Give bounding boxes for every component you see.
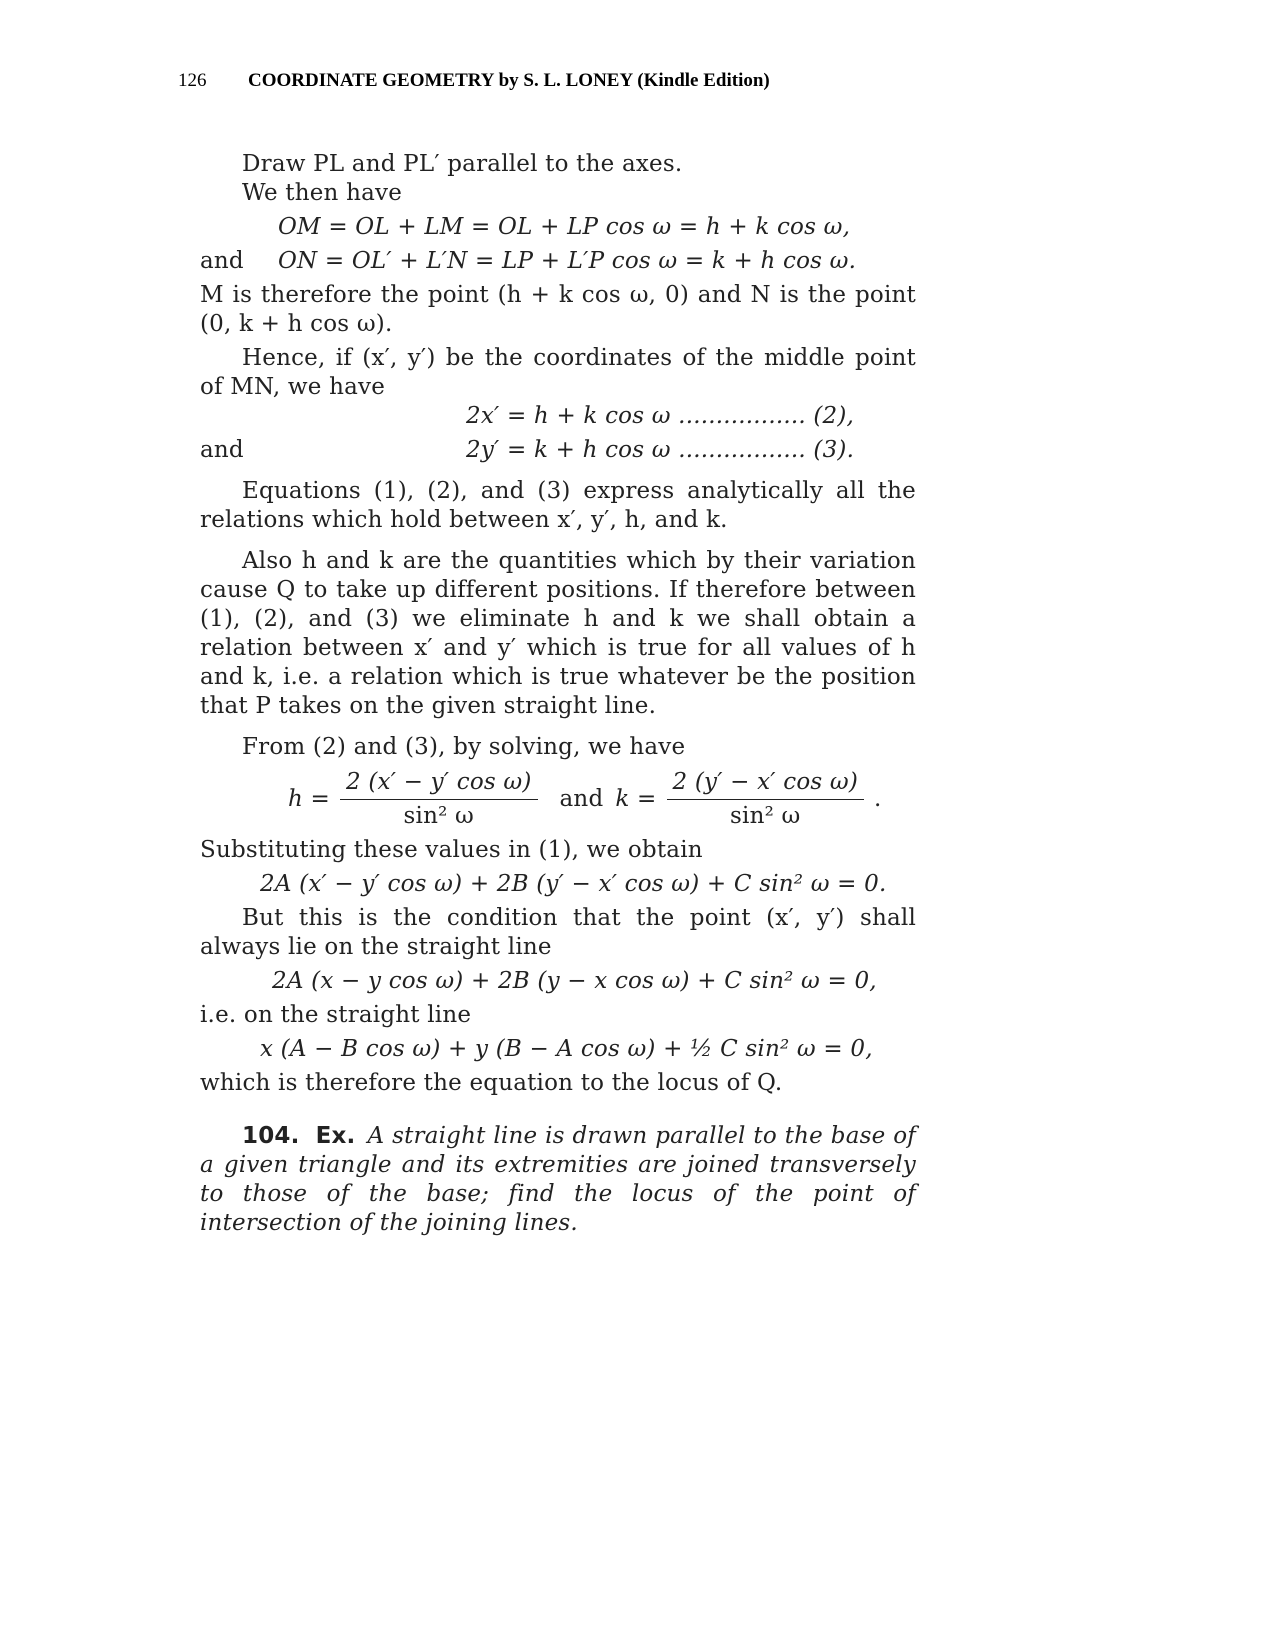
k-lhs: k = bbox=[615, 785, 657, 812]
paragraph: Hence, if (x′, y′) be the coordinates of the middle point of MN, we have bbox=[200, 345, 916, 400]
paragraph: Substituting these values in (1), we obtain bbox=[200, 837, 703, 863]
paragraph: i.e. on the straight line bbox=[200, 1002, 472, 1028]
h-fraction bbox=[340, 768, 538, 831]
equation-3 bbox=[200, 436, 916, 465]
paragraph: Equations (1), (2), and (3) express analytically all the relations which hold between x′, y′, h, and k. bbox=[200, 478, 916, 533]
equation-line: 2A (x − y cos ω) + 2B (y − x cos ω) + C sin² ω = 0, bbox=[272, 968, 877, 994]
equation-on bbox=[200, 247, 916, 276]
equation-text: 2y′ = k + h cos ω ................. (3). bbox=[466, 437, 855, 463]
paragraph: But this is the condition that the point (x′, y′) shall always lie on the straight line bbox=[200, 905, 916, 960]
fraction-equations bbox=[200, 762, 916, 836]
page-body bbox=[200, 150, 916, 1261]
k-numerator: 2 (y′ − x′ cos ω) bbox=[667, 768, 865, 800]
paragraph: From (2) and (3), by solving, we have bbox=[242, 734, 686, 760]
conjunction: and bbox=[200, 437, 244, 463]
paragraph: Also h and k are the quantities which by their variation cause Q to take up different positions. If therefore between (1), (2), and (3) we eliminate h and k we shall obtain a relation between x′ and y′ which is true for all values of h and k, i.e. a relation which is true whatever be the position that P takes on the given straight line. bbox=[200, 548, 916, 719]
running-header bbox=[178, 70, 770, 92]
paragraph: which is therefore the equation to the locus of Q. bbox=[200, 1070, 783, 1096]
conjunction: and bbox=[200, 248, 244, 274]
equation-locus: x (A − B cos ω) + y (B − A cos ω) + ½ C sin² ω = 0, bbox=[260, 1036, 873, 1062]
equation-2 bbox=[200, 402, 916, 431]
book-title: COORDINATE GEOMETRY by S. L. LONEY (Kindle Edition) bbox=[248, 70, 770, 91]
equation-substituted: 2A (x′ − y′ cos ω) + 2B (y′ − x′ cos ω) + C sin² ω = 0. bbox=[260, 871, 887, 897]
h-denominator: sin² ω bbox=[403, 802, 474, 829]
paragraph: M is therefore the point (h + k cos ω, 0) and N is the point (0, k + h cos ω). bbox=[200, 282, 916, 337]
equation-text: OM = OL + LM = OL + LP cos ω = h + k cos ω, bbox=[278, 214, 851, 240]
k-denominator: sin² ω bbox=[730, 802, 801, 829]
h-lhs: h = bbox=[288, 785, 330, 812]
example-text: A straight line is drawn parallel to the base of a given triangle and its extremities are joined transversely to those of the base; find the locus of the point of intersection of the joining lines. bbox=[200, 1123, 916, 1236]
equation-text: ON = OL′ + L′N = LP + L′P cos ω = k + h cos ω. bbox=[278, 248, 857, 274]
k-fraction bbox=[667, 768, 865, 831]
equation-om bbox=[200, 213, 916, 242]
conjunction: and bbox=[559, 785, 604, 812]
example-label: Ex. bbox=[315, 1123, 356, 1149]
paragraph: We then have bbox=[242, 180, 403, 206]
terminal-period: . bbox=[874, 785, 882, 812]
equation-text: 2x′ = h + k cos ω ................. (2), bbox=[466, 403, 855, 429]
example-104 bbox=[200, 1122, 916, 1238]
paragraph: Draw PL and PL′ parallel to the axes. bbox=[242, 151, 683, 177]
page-number: 126 bbox=[178, 70, 207, 91]
example-number: 104. bbox=[242, 1123, 300, 1149]
h-numerator: 2 (x′ − y′ cos ω) bbox=[340, 768, 538, 800]
